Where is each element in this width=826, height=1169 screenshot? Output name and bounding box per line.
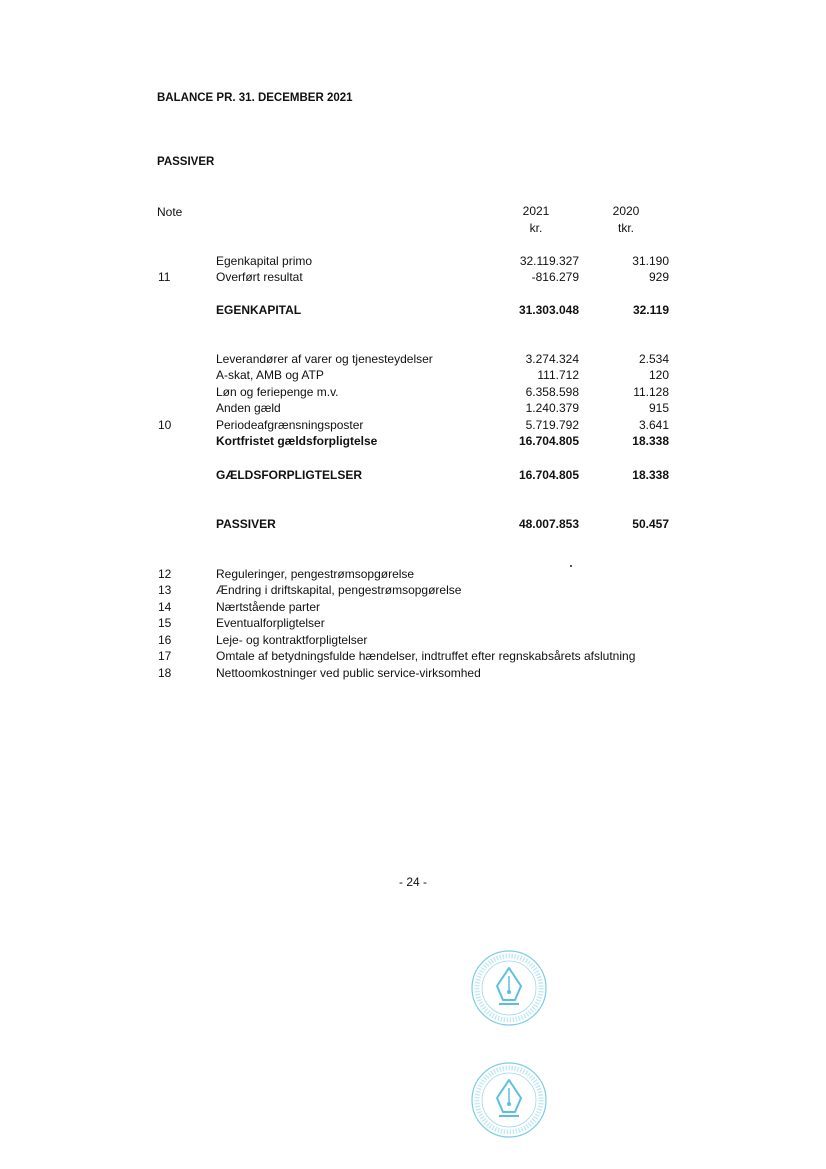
note-number: 12 [158,567,172,581]
row-label: Egenkapital primo [216,254,313,268]
unit-2021-header: kr. [529,221,543,235]
row-value-2021: -816.279 [531,270,579,284]
row-value-2020: 2.534 [638,352,669,366]
table-row-grand-total [0,517,826,533]
row-value-2021: 32.119.327 [519,254,579,268]
row-value-2021: 6.358.598 [525,385,579,399]
row-value-2020: 915 [648,401,669,415]
row-label: Periodeafgrænsningsposter [216,418,364,432]
note-list-item [0,666,826,682]
pen-nib-seal-icon [469,1060,549,1140]
row-value-2021: 16.704.805 [518,434,579,448]
note-column-header: Note [157,205,183,219]
row-value-2021: 31.303.048 [518,303,579,317]
table-row-total [0,468,826,484]
note-list-item [0,633,826,649]
row-label: Kortfristet gældsforpligtelse [216,434,378,448]
note-number: 14 [158,600,172,614]
page-number: - 24 - [398,875,427,889]
document-title: BALANCE PR. 31. DECEMBER 2021 [157,92,353,104]
pen-nib-seal-icon [469,948,549,1028]
note-list-item [0,567,826,583]
row-value-2020: 32.119 [632,303,669,317]
note-text: Omtale af betydningsfulde hændelser, indtruffet efter regnskabsårets afslutning [216,649,636,663]
row-label: Anden gæld [216,401,281,415]
table-row-total [0,303,826,319]
row-label: Overført resultat [216,270,303,284]
note-number: 18 [158,666,172,680]
row-value-2021: 48.007.853 [518,517,579,531]
section-title: PASSIVER [157,156,215,168]
row-value-2020: 120 [648,368,669,382]
table-row [0,401,826,417]
note-number: 17 [158,649,172,663]
row-value-2020: 929 [648,270,669,284]
row-note: 10 [158,418,172,432]
row-value-2020: 18.338 [632,468,669,482]
table-row [0,270,826,286]
note-text: Nærtstående parter [216,600,321,614]
row-label: Leverandører af varer og tjenesteydelser [216,352,433,366]
row-value-2020: 18.338 [632,434,669,448]
row-note: 11 [158,270,171,284]
note-text: Reguleringer, pengestrømsopgørelse [216,567,415,581]
note-number: 16 [158,633,172,647]
year-2020-header: 2020 [612,204,640,218]
row-value-2021: 3.274.324 [525,352,579,366]
note-number: 13 [158,583,172,597]
note-list-item [0,583,826,599]
table-row [0,385,826,401]
year-2021-header: 2021 [522,204,550,218]
table-row [0,254,826,270]
row-value-2021: 5.719.792 [525,418,579,432]
row-label: GÆLDSFORPLIGTELSER [216,468,363,482]
table-row [0,368,826,384]
row-label: PASSIVER [216,517,276,531]
note-list-item [0,616,826,632]
row-value-2020: 50.457 [632,517,669,531]
row-label: A-skat, AMB og ATP [216,368,324,382]
table-row-subtotal [0,434,826,450]
row-value-2021: 1.240.379 [525,401,579,415]
table-row [0,418,826,434]
row-value-2020: 3.641 [638,418,669,432]
row-value-2021: 16.704.805 [518,468,579,482]
note-text: Ændring i driftskapital, pengestrømsopgørelse [216,583,462,597]
note-text: Leje- og kontraktforpligtelser [216,633,368,647]
row-label: EGENKAPITAL [216,303,302,317]
note-list-item [0,649,826,665]
unit-2020-header: tkr. [617,221,634,235]
note-text: Nettoomkostninger ved public service-virksomhed [216,666,481,680]
table-row [0,352,826,368]
note-text: Eventualforpligtelser [216,616,325,630]
row-value-2020: 11.128 [633,385,669,399]
note-list-item [0,600,826,616]
note-number: 15 [158,616,172,630]
row-label: Løn og feriepenge m.v. [216,385,339,399]
row-value-2020: 31.190 [632,254,669,268]
row-value-2021: 111.712 [537,368,579,382]
